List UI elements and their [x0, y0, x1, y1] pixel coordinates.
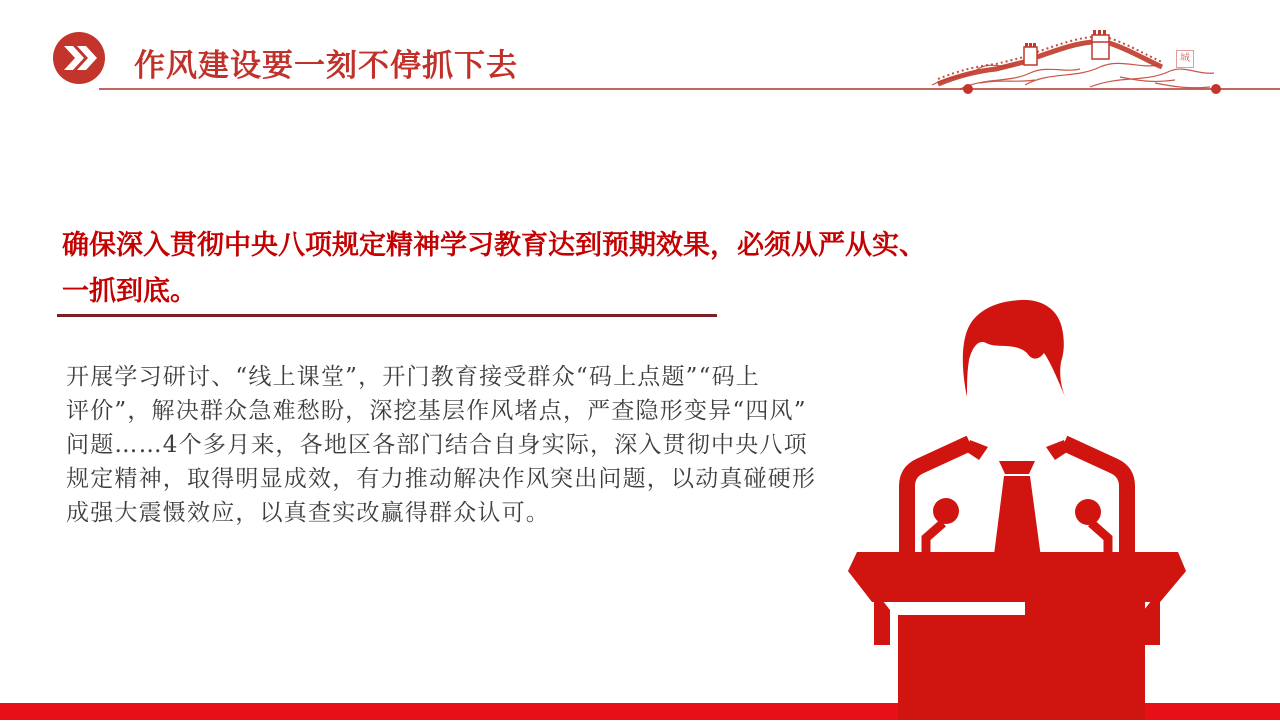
page-title: 作风建设要一刻不停抓下去	[134, 48, 518, 84]
double-chevron-icon-svg	[53, 32, 105, 84]
podium-body	[898, 615, 1145, 720]
body-line-3: 问题……4个多月来，各地区各部门结合自身实际，深入贯彻中央八项	[66, 432, 808, 458]
speaker-podium-illustration	[830, 290, 1250, 720]
seal-mark: 城	[1176, 50, 1194, 68]
speaker-hair	[963, 300, 1065, 397]
body-line-2: 评价”，解决群众急难愁盼，深挖基层作风堵点，严查隐形变异“四风”	[66, 398, 807, 424]
speaker-podium-svg	[830, 290, 1250, 720]
wall-tower-right	[1092, 30, 1109, 59]
microphone-stem-left	[926, 523, 943, 552]
body-line-4: 规定精神，取得明显成效，有力推动解决作风突出问题，以动真碰硬形	[66, 466, 817, 492]
key-statement-line-2: 一抓到底。	[62, 276, 197, 307]
microphone-stem-right	[1091, 523, 1108, 552]
speaker-tie-knot	[999, 461, 1035, 474]
podium-connector	[1025, 600, 1145, 617]
body-line-1: 开展学习研讨、“线上课堂”，开门教育接受群众“码上点题”“码上	[66, 364, 760, 390]
key-statement-line-1: 确保深入贯彻中央八项规定精神学习教育达到预期效果，必须从严从实、	[62, 230, 926, 261]
microphone-left	[933, 498, 959, 524]
key-statement	[62, 223, 926, 315]
podium-top	[848, 552, 1186, 602]
speaker-arm-left	[907, 443, 970, 552]
body-paragraph	[66, 360, 816, 530]
microphone-right	[1075, 499, 1101, 525]
heading-underline	[57, 314, 717, 317]
double-chevron-icon	[53, 32, 105, 84]
speaker-arm-right	[1064, 443, 1127, 552]
wall-tower-left	[1024, 43, 1037, 65]
body-line-5: 成强大震慑效应，以真查实改赢得群众认可。	[66, 500, 550, 526]
